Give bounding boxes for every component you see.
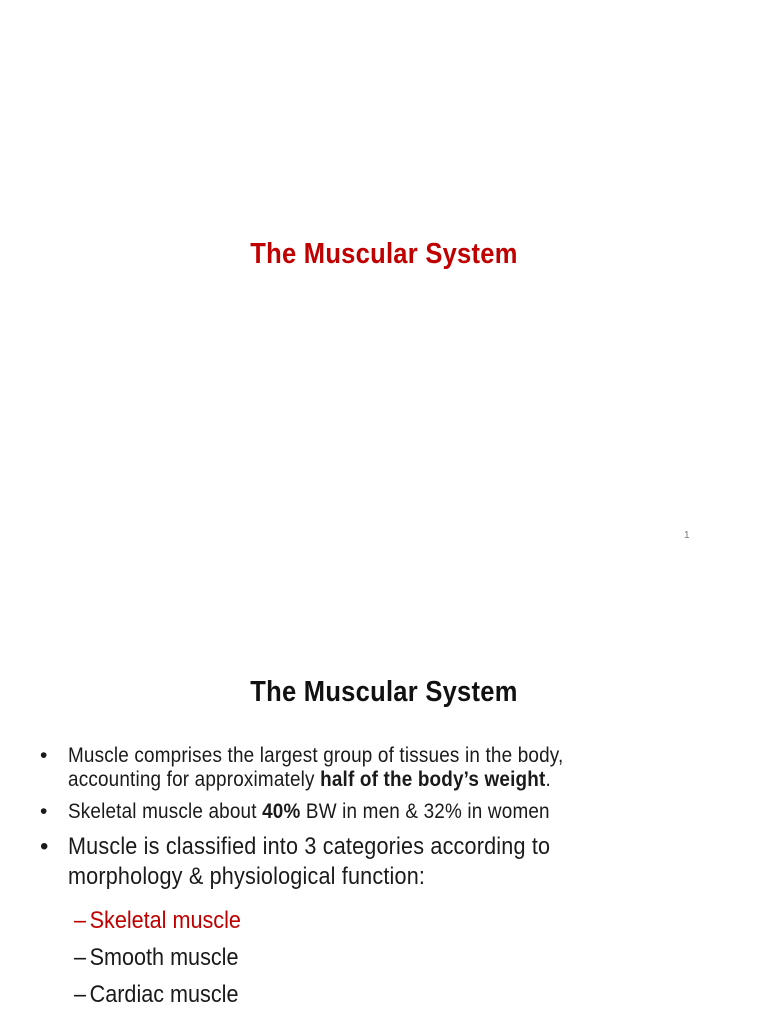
category-label: Cardiac muscle <box>89 981 239 1008</box>
bullet-3-line-1: Muscle is classified into 3 categories according to <box>68 833 551 860</box>
bullet-muscle-tissue <box>40 744 740 792</box>
bullet-2-prefix: Skeletal muscle about <box>68 800 263 823</box>
muscle-category-list <box>74 902 259 1013</box>
bullet-icon: • <box>40 833 49 860</box>
bullet-list <box>40 744 740 898</box>
dash-icon: – <box>74 944 87 971</box>
dash-icon: – <box>74 981 87 1008</box>
dash-icon: – <box>74 907 87 934</box>
slide-1-title: The Muscular System <box>250 238 518 270</box>
bullet-icon: • <box>40 744 48 767</box>
category-smooth <box>74 939 259 976</box>
bullet-1-line-1: Muscle comprises the largest group of tissues in the body, <box>68 744 564 767</box>
category-skeletal <box>74 902 259 939</box>
bullet-1-line-2-prefix: accounting for approximately <box>68 768 321 791</box>
bullet-skeletal-percent <box>40 800 740 824</box>
bullet-3-line-2: morphology & physiological function: <box>68 863 426 890</box>
slide-2-title: The Muscular System <box>250 676 518 708</box>
page-number: 1 <box>684 530 690 541</box>
slide-2 <box>0 576 768 1024</box>
bullet-icon: • <box>40 800 48 823</box>
category-label: Skeletal muscle <box>89 907 241 934</box>
bullet-1-emphasis: half of the body’s weight <box>320 768 546 791</box>
category-label: Smooth muscle <box>89 944 239 971</box>
bullet-2-suffix: BW in men & 32% in women <box>300 800 550 823</box>
category-cardiac <box>74 976 259 1013</box>
bullet-1-line-2-suffix: . <box>545 768 551 791</box>
bullet-classification <box>40 832 740 892</box>
bullet-2-emphasis: 40% <box>262 800 301 823</box>
